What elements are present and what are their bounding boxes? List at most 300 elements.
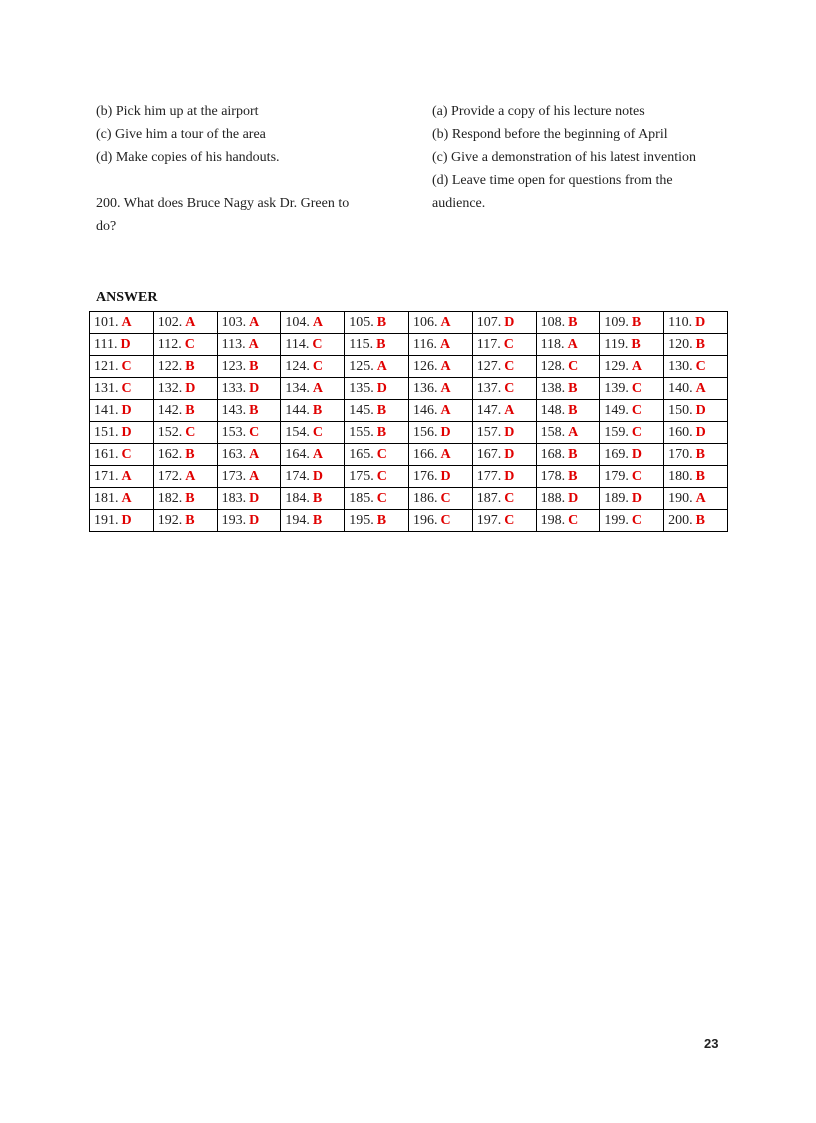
answer-cell bbox=[345, 444, 409, 466]
option-b: (b) Pick him up at the airport bbox=[96, 104, 259, 119]
answer-letter: C bbox=[568, 512, 579, 528]
answer-letter: D bbox=[504, 468, 515, 484]
answer-letter: A bbox=[695, 380, 706, 396]
question-number: 180. bbox=[668, 468, 693, 484]
answer-cell bbox=[217, 488, 281, 510]
answer-cell bbox=[153, 312, 217, 334]
question-number: 191. bbox=[94, 512, 119, 528]
answer-cell bbox=[408, 466, 472, 488]
question-number: 114. bbox=[285, 336, 310, 352]
answer-letter: B bbox=[185, 358, 195, 374]
answer-letter: B bbox=[185, 402, 195, 418]
answer-letter: B bbox=[312, 402, 323, 418]
answer-cell bbox=[408, 510, 472, 532]
answer-letter: D bbox=[440, 424, 451, 440]
question-number: 195. bbox=[349, 512, 374, 528]
answer-letter: A bbox=[249, 468, 260, 484]
question-number: 112. bbox=[157, 336, 182, 352]
question-200-line2: do? bbox=[96, 219, 117, 234]
answer-letter: B bbox=[312, 490, 323, 506]
question-number: 149. bbox=[604, 402, 629, 418]
answer-letter: D bbox=[440, 468, 451, 484]
answer-letter: D bbox=[504, 424, 515, 440]
answer-letter: A bbox=[312, 446, 324, 462]
answer-letter: C bbox=[376, 490, 387, 506]
answer-letter: C bbox=[376, 468, 387, 484]
answer-cell bbox=[408, 378, 472, 400]
answer-letter: B bbox=[568, 314, 578, 330]
answer-cell bbox=[664, 466, 728, 488]
answer-cell bbox=[281, 334, 345, 356]
question-number: 196. bbox=[412, 512, 438, 528]
question-number: 129. bbox=[604, 358, 629, 374]
question-number: 131. bbox=[94, 380, 119, 396]
question-number: 156. bbox=[412, 424, 438, 440]
question-number: 117. bbox=[476, 336, 501, 352]
answer-cell bbox=[90, 378, 154, 400]
answer-cell bbox=[281, 510, 345, 532]
question-number: 186. bbox=[412, 490, 438, 506]
answer-cell bbox=[345, 422, 409, 444]
answer-cell bbox=[281, 400, 345, 422]
answer-cell bbox=[408, 400, 472, 422]
answer-row bbox=[90, 444, 728, 466]
question-number: 164. bbox=[285, 446, 310, 462]
answer-cell bbox=[345, 488, 409, 510]
answer-letter: C bbox=[568, 358, 579, 374]
question-number: 197. bbox=[476, 512, 502, 528]
answer-letter: A bbox=[249, 446, 260, 462]
answer-letter: B bbox=[695, 446, 706, 462]
question-number: 147. bbox=[476, 402, 502, 418]
page-number: 23 bbox=[704, 1036, 719, 1051]
answer-letter: A bbox=[631, 358, 642, 374]
answer-cell bbox=[600, 356, 664, 378]
answer-cell bbox=[90, 312, 154, 334]
option-c: (c) Give a demonstration of his latest invention bbox=[432, 150, 696, 165]
option-d: (d) Make copies of his handouts. bbox=[96, 150, 280, 165]
answer-cell bbox=[600, 400, 664, 422]
question-number: 155. bbox=[349, 424, 374, 440]
question-number: 123. bbox=[221, 358, 247, 374]
question-number: 133. bbox=[221, 380, 247, 396]
answer-cell bbox=[472, 510, 536, 532]
answer-letter: C bbox=[312, 358, 324, 374]
question-number: 168. bbox=[540, 446, 566, 462]
answer-letter: B bbox=[568, 446, 578, 462]
question-number: 105. bbox=[349, 314, 374, 330]
answer-cell bbox=[472, 356, 536, 378]
question-number: 122. bbox=[157, 358, 183, 374]
answer-letter: B bbox=[695, 468, 706, 484]
left-column bbox=[96, 100, 384, 238]
answer-cell bbox=[217, 444, 281, 466]
question-number: 175. bbox=[349, 468, 374, 484]
answer-cell bbox=[536, 444, 600, 466]
answer-letter: C bbox=[312, 424, 324, 440]
question-number: 119. bbox=[604, 336, 629, 352]
answer-letter: D bbox=[504, 446, 515, 462]
question-number: 102. bbox=[157, 314, 183, 330]
answer-cell bbox=[281, 312, 345, 334]
answer-cell bbox=[472, 334, 536, 356]
question-number: 150. bbox=[668, 402, 693, 418]
answer-row bbox=[90, 356, 728, 378]
answer-letter: A bbox=[121, 468, 132, 484]
answer-cell bbox=[281, 356, 345, 378]
answer-letter: B bbox=[185, 490, 195, 506]
answer-letter: A bbox=[568, 424, 579, 440]
answer-cell bbox=[345, 400, 409, 422]
answer-letter: A bbox=[440, 380, 451, 396]
question-number: 104. bbox=[285, 314, 310, 330]
answer-letter: C bbox=[631, 402, 642, 418]
question-number: 172. bbox=[157, 468, 183, 484]
answer-cell bbox=[345, 312, 409, 334]
answer-letter: C bbox=[631, 424, 642, 440]
question-number: 161. bbox=[94, 446, 119, 462]
answer-letter: D bbox=[568, 490, 579, 506]
answer-cell bbox=[600, 444, 664, 466]
question-number: 189. bbox=[604, 490, 629, 506]
question-number: 126. bbox=[412, 358, 438, 374]
question-number: 190. bbox=[668, 490, 693, 506]
question-number: 200. bbox=[668, 512, 693, 528]
question-number: 166. bbox=[412, 446, 438, 462]
question-number: 192. bbox=[157, 512, 183, 528]
answer-letter: B bbox=[185, 446, 195, 462]
question-number: 145. bbox=[349, 402, 374, 418]
answer-cell bbox=[153, 488, 217, 510]
question-number: 101. bbox=[94, 314, 119, 330]
answer-letter: A bbox=[121, 314, 132, 330]
answer-letter: C bbox=[376, 446, 387, 462]
question-number: 193. bbox=[221, 512, 247, 528]
question-number: 170. bbox=[668, 446, 693, 462]
question-number: 176. bbox=[412, 468, 438, 484]
answer-cell bbox=[90, 422, 154, 444]
answer-letter: B bbox=[568, 402, 578, 418]
answer-cell bbox=[536, 400, 600, 422]
answer-cell bbox=[472, 444, 536, 466]
answer-cell bbox=[217, 422, 281, 444]
answer-letter: D bbox=[631, 446, 642, 462]
answer-cell bbox=[90, 510, 154, 532]
answer-letter: B bbox=[376, 402, 387, 418]
question-number: 177. bbox=[476, 468, 502, 484]
question-number: 143. bbox=[221, 402, 247, 418]
answer-letter: C bbox=[503, 336, 514, 352]
answer-letter: A bbox=[121, 490, 132, 506]
answer-cell bbox=[600, 378, 664, 400]
answer-letter: B bbox=[695, 512, 706, 528]
answer-cell bbox=[217, 378, 281, 400]
answer-cell bbox=[281, 466, 345, 488]
answer-table-body bbox=[90, 312, 728, 532]
answer-letter: B bbox=[376, 424, 387, 440]
answer-cell bbox=[472, 378, 536, 400]
question-number: 111. bbox=[94, 336, 118, 352]
answer-cell bbox=[664, 444, 728, 466]
question-number: 182. bbox=[157, 490, 183, 506]
answer-cell bbox=[345, 510, 409, 532]
answer-row bbox=[90, 422, 728, 444]
answer-letter: B bbox=[185, 512, 195, 528]
answer-cell bbox=[664, 488, 728, 510]
answer-cell bbox=[408, 488, 472, 510]
option-b: (b) Respond before the beginning of April bbox=[432, 127, 668, 142]
answer-cell bbox=[472, 400, 536, 422]
question-number: 124. bbox=[285, 358, 310, 374]
question-number: 163. bbox=[221, 446, 247, 462]
question-number: 181. bbox=[94, 490, 119, 506]
answer-letter: D bbox=[504, 314, 515, 330]
answer-letter: C bbox=[121, 446, 132, 462]
question-number: 154. bbox=[285, 424, 310, 440]
question-200-line1: 200. What does Bruce Nagy ask Dr. Green to bbox=[96, 196, 350, 211]
answer-cell bbox=[217, 466, 281, 488]
option-a: (a) Provide a copy of his lecture notes bbox=[432, 104, 645, 119]
answer-letter: B bbox=[568, 468, 578, 484]
question-number: 120. bbox=[668, 336, 693, 352]
question-number: 136. bbox=[412, 380, 438, 396]
answer-cell bbox=[536, 488, 600, 510]
answer-letter: D bbox=[249, 490, 260, 506]
answer-letter: A bbox=[439, 336, 451, 352]
question-number: 185. bbox=[349, 490, 374, 506]
question-number: 173. bbox=[221, 468, 247, 484]
question-number: 151. bbox=[94, 424, 119, 440]
answer-cell bbox=[345, 356, 409, 378]
question-number: 179. bbox=[604, 468, 629, 484]
answer-cell bbox=[90, 356, 154, 378]
answer-row bbox=[90, 312, 728, 334]
answer-cell bbox=[472, 422, 536, 444]
answer-letter: A bbox=[440, 358, 451, 374]
answer-letter: D bbox=[120, 336, 131, 352]
answer-cell bbox=[408, 334, 472, 356]
answer-cell bbox=[345, 378, 409, 400]
answer-letter: D bbox=[121, 402, 132, 418]
answer-row bbox=[90, 510, 728, 532]
question-number: 110. bbox=[668, 314, 693, 330]
answer-cell bbox=[664, 400, 728, 422]
question-number: 127. bbox=[476, 358, 502, 374]
question-number: 141. bbox=[94, 402, 119, 418]
answer-letter: C bbox=[184, 336, 195, 352]
question-number: 103. bbox=[221, 314, 247, 330]
answer-letter: A bbox=[312, 380, 324, 396]
answer-letter: A bbox=[440, 314, 451, 330]
answer-letter: C bbox=[504, 512, 515, 528]
question-number: 121. bbox=[94, 358, 119, 374]
answer-cell bbox=[664, 378, 728, 400]
spacer bbox=[96, 169, 384, 192]
answer-cell bbox=[664, 312, 728, 334]
answer-heading: ANSWER bbox=[96, 290, 158, 305]
answer-cell bbox=[153, 510, 217, 532]
answer-cell bbox=[153, 334, 217, 356]
answer-cell bbox=[472, 466, 536, 488]
question-number: 144. bbox=[285, 402, 310, 418]
answer-cell bbox=[408, 356, 472, 378]
answer-cell bbox=[90, 400, 154, 422]
answer-cell bbox=[600, 488, 664, 510]
answer-letter: C bbox=[440, 490, 451, 506]
question-number: 152. bbox=[157, 424, 183, 440]
answer-letter: D bbox=[376, 380, 387, 396]
answer-letter: A bbox=[440, 402, 451, 418]
question-number: 188. bbox=[540, 490, 566, 506]
answer-cell bbox=[408, 422, 472, 444]
question-number: 169. bbox=[604, 446, 629, 462]
question-number: 153. bbox=[221, 424, 247, 440]
answer-letter: A bbox=[248, 336, 259, 352]
answer-letter: B bbox=[695, 336, 706, 352]
answer-letter: A bbox=[376, 358, 387, 374]
answer-row bbox=[90, 488, 728, 510]
answer-letter: D bbox=[249, 512, 260, 528]
right-column bbox=[432, 100, 720, 215]
answer-cell bbox=[281, 444, 345, 466]
answer-letter: A bbox=[567, 336, 578, 352]
answer-cell bbox=[153, 466, 217, 488]
question-number: 109. bbox=[604, 314, 629, 330]
question-number: 139. bbox=[604, 380, 629, 396]
question-number: 146. bbox=[412, 402, 438, 418]
question-number: 194. bbox=[285, 512, 310, 528]
question-number: 184. bbox=[285, 490, 310, 506]
question-number: 137. bbox=[476, 380, 502, 396]
answer-letter: B bbox=[568, 380, 578, 396]
answer-letter: D bbox=[312, 468, 324, 484]
question-number: 138. bbox=[540, 380, 566, 396]
answer-cell bbox=[217, 510, 281, 532]
answer-cell bbox=[90, 488, 154, 510]
answer-letter: D bbox=[631, 490, 642, 506]
answer-letter: A bbox=[249, 314, 260, 330]
answer-cell bbox=[536, 466, 600, 488]
answer-cell bbox=[536, 422, 600, 444]
question-number: 183. bbox=[221, 490, 247, 506]
answer-cell bbox=[664, 356, 728, 378]
question-number: 118. bbox=[540, 336, 565, 352]
question-number: 159. bbox=[604, 424, 629, 440]
question-number: 113. bbox=[221, 336, 246, 352]
question-number: 174. bbox=[285, 468, 310, 484]
question-number: 125. bbox=[349, 358, 374, 374]
question-number: 165. bbox=[349, 446, 374, 462]
answer-letter: D bbox=[185, 380, 196, 396]
answer-cell bbox=[345, 334, 409, 356]
answer-cell bbox=[153, 444, 217, 466]
answer-letter: C bbox=[249, 424, 260, 440]
answer-letter: C bbox=[121, 358, 132, 374]
answer-letter: C bbox=[440, 512, 451, 528]
question-number: 162. bbox=[157, 446, 183, 462]
answer-letter: A bbox=[440, 446, 451, 462]
answer-letter: C bbox=[631, 468, 642, 484]
question-number: 178. bbox=[540, 468, 566, 484]
answer-cell bbox=[281, 422, 345, 444]
question-number: 158. bbox=[540, 424, 566, 440]
answer-letter: D bbox=[695, 402, 706, 418]
answer-letter: B bbox=[631, 314, 642, 330]
answer-cell bbox=[536, 334, 600, 356]
option-d-line2: audience. bbox=[432, 196, 486, 211]
answer-letter: D bbox=[121, 512, 132, 528]
answer-cell bbox=[217, 312, 281, 334]
answer-cell bbox=[281, 378, 345, 400]
answer-letter: B bbox=[249, 358, 259, 374]
answer-letter: B bbox=[376, 336, 386, 352]
answer-cell bbox=[408, 312, 472, 334]
answer-cell bbox=[472, 312, 536, 334]
answer-cell bbox=[536, 312, 600, 334]
answer-letter: D bbox=[695, 424, 706, 440]
answer-cell bbox=[408, 444, 472, 466]
answer-cell bbox=[536, 356, 600, 378]
answer-cell bbox=[217, 400, 281, 422]
answer-letter: A bbox=[695, 490, 706, 506]
question-number: 198. bbox=[540, 512, 566, 528]
answer-cell bbox=[153, 378, 217, 400]
answer-cell bbox=[600, 466, 664, 488]
answer-letter: C bbox=[504, 358, 515, 374]
answer-cell bbox=[600, 312, 664, 334]
question-number: 116. bbox=[412, 336, 437, 352]
question-number: 140. bbox=[668, 380, 693, 396]
answer-cell bbox=[664, 510, 728, 532]
answer-cell bbox=[536, 510, 600, 532]
question-number: 142. bbox=[157, 402, 183, 418]
answer-row bbox=[90, 334, 728, 356]
answer-letter: C bbox=[312, 336, 323, 352]
question-number: 167. bbox=[476, 446, 502, 462]
question-number: 128. bbox=[540, 358, 566, 374]
answer-cell bbox=[600, 334, 664, 356]
question-number: 106. bbox=[412, 314, 438, 330]
answer-cell bbox=[153, 356, 217, 378]
question-number: 187. bbox=[476, 490, 502, 506]
answer-letter: A bbox=[504, 402, 515, 418]
answer-letter: B bbox=[312, 512, 323, 528]
answer-letter: C bbox=[631, 512, 642, 528]
answer-cell bbox=[153, 422, 217, 444]
question-number: 148. bbox=[540, 402, 566, 418]
answer-letter: B bbox=[376, 512, 387, 528]
answer-letter: A bbox=[312, 314, 324, 330]
question-number: 157. bbox=[476, 424, 502, 440]
answer-cell bbox=[217, 334, 281, 356]
answer-cell bbox=[600, 422, 664, 444]
question-number: 199. bbox=[604, 512, 629, 528]
question-number: 108. bbox=[540, 314, 566, 330]
answer-cell bbox=[664, 422, 728, 444]
answer-cell bbox=[90, 466, 154, 488]
question-number: 107. bbox=[476, 314, 502, 330]
answer-cell bbox=[153, 400, 217, 422]
answer-cell bbox=[472, 488, 536, 510]
question-number: 134. bbox=[285, 380, 310, 396]
answer-letter: C bbox=[185, 424, 196, 440]
option-c: (c) Give him a tour of the area bbox=[96, 127, 266, 142]
answer-cell bbox=[664, 334, 728, 356]
answer-letter: A bbox=[185, 314, 196, 330]
answer-letter: D bbox=[695, 314, 706, 330]
answer-row bbox=[90, 466, 728, 488]
answer-row bbox=[90, 378, 728, 400]
